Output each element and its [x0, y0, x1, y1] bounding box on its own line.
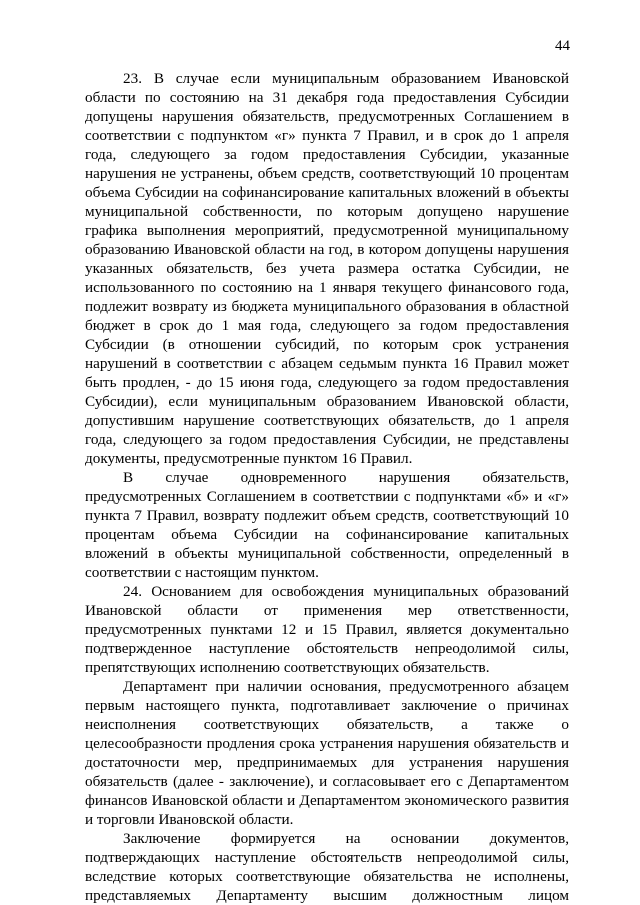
page-number: 44 [555, 38, 570, 54]
document-body [85, 69, 569, 905]
paragraph-simultaneous-violation: В случае одновременного нарушения обязательств, предусмотренных Соглашением в соответствии с подпунктами «б» и «г» пункта 7 Правил, возврату подлежит объем средств, соответствующий 10 процентам объема Субсидии на софинансирование капитальных вложений в объекты муниципальной собственности, определенный в соответствии с настоящим пунктом. [85, 469, 569, 581]
paragraph-department-conclusion: Департамент при наличии основания, предусмотренного абзацем первым настоящего пункта, подготавливает заключение о причинах неисполнения соответствующих обязательств, а также о целесообразности продления срока устранения нарушения обязательств и достаточности мер, предпринимаемых для устранения нарушения обязательств (далее - заключение), и согласовывает его с Департаментом финансов Ивановской области и Департаментом экономического развития и торговли Ивановской области. [85, 678, 569, 828]
paragraph-clause-23: 23. В случае если муниципальным образованием Ивановской области по состоянию на 31 декабря года предоставления Субсидии допущены нарушения обязательств, предусмотренных Соглашением в соответствии с подпунктом «г» пункта 7 Правил, и в срок до 1 апреля года, следующего за годом предоставления Субсидии, указанные нарушения не устранены, объем средств, соответствующий 10 процентам объема Субсидии на софинансирование капитальных вложений в объекты муниципальной собственности, по которым допущено нарушение графика выполнения мероприятий, предусмотренной муниципальному образованию Ивановской области на год, в котором допущены нарушения указанных обязательств, без учета размера остатка Субсидии, не использованного по состоянию на 1 января текущего финансового года, подлежит возврату из бюджета муниципального образования в областной бюджет в срок до 1 мая года, следующего за годом предоставления Субсидии (в отношении субсидий, по которым срок устранения нарушений в соответствии с абзацем седьмым пункта 16 Правил может быть продлен, - до 15 июня года, следующего за годом предоставления Субсидии), если муниципальным образованием Ивановской области, допустившим нарушение соответствующих обязательств, до 1 апреля года, следующего за годом предоставления Субсидии, не представлены документы, предусмотренные пунктом 16 Правил. [85, 70, 569, 467]
paragraph-clause-24: 24. Основанием для освобождения муниципальных образований Ивановской области от применения мер ответственности, предусмотренных пунктами 12 и 15 Правил, является документально подтвержденное наступление обстоятельств непреодолимой силы, препятствующих исполнению соответствующих обязательств. [85, 583, 569, 676]
paragraph-conclusion-formation: Заключение формируется на основании документов, подтверждающих наступление обстоятельств непреодолимой силы, вследствие которых соответствующие обязательства не исполнены, представляемых Департаменту высшим должностным лицом [85, 830, 569, 904]
